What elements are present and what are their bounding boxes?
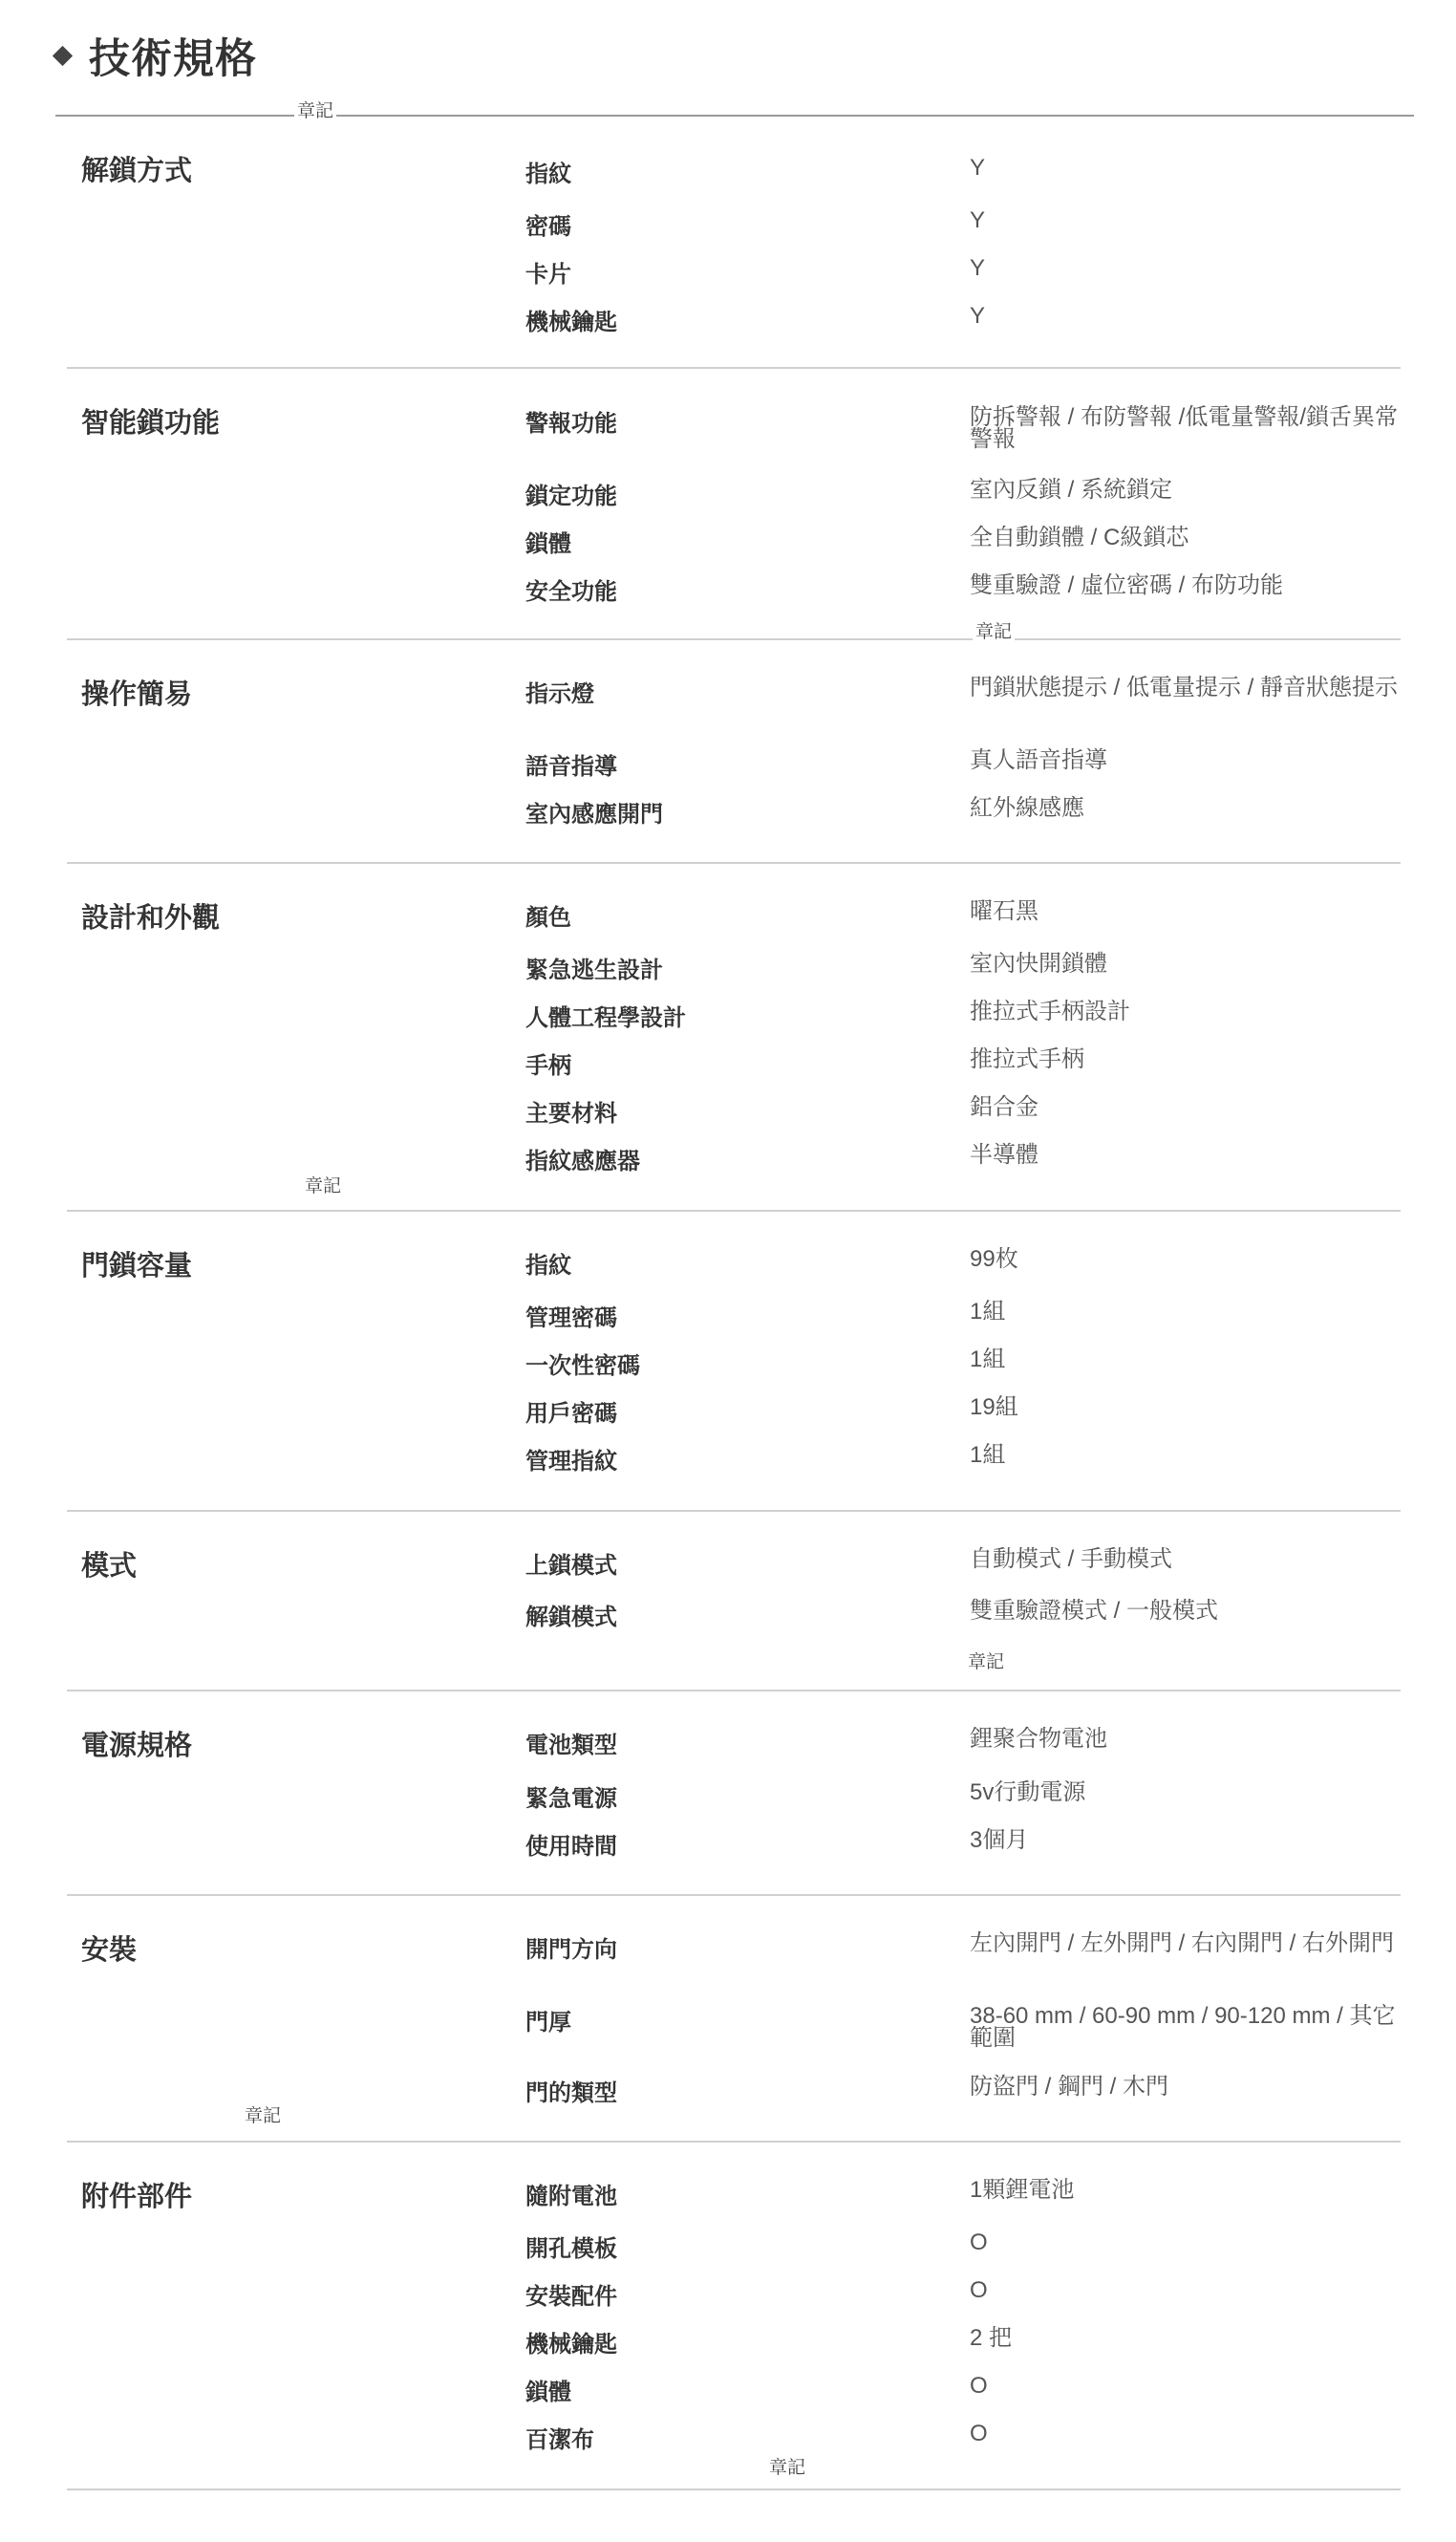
spec-label: 解鎖模式 [525,1605,617,1630]
spec-value: 防盜門 / 鋼門 / 木門 [970,2074,1169,2100]
spec-value: O [970,2373,988,2399]
section-heading: 操作簡易 [81,679,193,710]
spec-label: 安裝配件 [525,2284,617,2310]
diamond-bullet-icon [53,46,73,66]
section-heading: 解鎖方式 [81,156,193,186]
spec-value: 室內快開鎖體 [970,951,1107,977]
spec-value: O [970,2230,988,2255]
spec-label: 百潔布 [525,2427,594,2453]
spec-value: 推拉式手柄設計 [970,999,1130,1024]
spec-label: 一次性密碼 [525,1353,640,1379]
spec-value: 鋁合金 [970,1094,1038,1120]
spec-value: 門鎖狀態提示 / 低電量提示 / 靜音狀態提示 [970,675,1399,700]
spec-label: 開門方向 [525,1937,617,1963]
section-heading: 附件部件 [81,2182,193,2212]
spec-value: 雙重驗證 / 虛位密碼 / 布防功能 [970,572,1284,598]
spec-label: 指紋 [525,1253,571,1279]
spec-section [67,1212,1401,1512]
spec-label: 密碼 [525,214,571,240]
spec-value: 真人語音指導 [970,747,1107,773]
spec-label: 隨附電池 [525,2184,617,2209]
spec-label: 顏色 [525,905,571,931]
spec-label: 主要材料 [525,1101,617,1127]
section-heading: 門鎖容量 [81,1251,193,1282]
spec-label: 手柄 [525,1053,571,1079]
spec-label: 管理指紋 [525,1449,617,1475]
spec-value: 全自動鎖體 / C級鎖芯 [970,525,1189,550]
spec-value: Y [970,255,986,281]
spec-value: Y [970,303,986,329]
spec-section [67,1512,1401,1691]
spec-value: O [970,2277,988,2303]
spec-label: 卡片 [525,262,571,288]
spec-label: 指示燈 [525,681,594,707]
spec-section [67,117,1401,369]
spec-value: 紅外線感應 [970,795,1084,821]
spec-section [67,369,1401,640]
spec-label: 管理密碼 [525,1305,617,1331]
spec-label: 警報功能 [525,411,617,437]
spec-label: 人體工程學設計 [525,1005,686,1031]
stamp-label: 章記 [766,2459,808,2478]
spec-label: 機械鑰匙 [525,2332,617,2358]
spec-label: 指紋感應器 [525,1149,640,1174]
spec-value: 3個月 [970,1827,1029,1853]
spec-label: 鎖體 [525,2380,571,2405]
spec-section [67,864,1401,1212]
section-heading: 安裝 [81,1935,138,1966]
spec-value: 38-60 mm / 60-90 mm / 90-120 mm / 其它範圍 [970,2003,1396,2051]
section-heading: 智能鎖功能 [81,408,221,439]
spec-section [67,1691,1401,1896]
spec-label: 使用時間 [525,1834,617,1860]
spec-section [67,640,1401,864]
spec-value: 防拆警報 / 布防警報 /低電量警報/鎖舌異常警報 [970,404,1399,452]
spec-value: 鋰聚合物電池 [970,1726,1107,1752]
spec-label: 門厚 [525,2010,571,2036]
spec-label: 語音指導 [525,754,617,780]
spec-label: 電池類型 [525,1733,617,1758]
spec-value: 曜石黑 [970,898,1038,924]
spec-value: 1顆鋰電池 [970,2177,1075,2203]
spec-label: 室內感應開門 [525,802,663,828]
page-title: 技術規格 [89,36,257,82]
stamp-label: 章記 [973,623,1015,642]
spec-value: 左內開門 / 左外開門 / 右內開門 / 右外開門 [970,1930,1395,1956]
spec-section [67,2143,1401,2490]
spec-label: 緊急逃生設計 [525,958,663,983]
spec-value: 99枚 [970,1246,1018,1272]
page-header [55,27,257,85]
spec-value: 1組 [970,1299,1006,1325]
spec-table [67,117,1401,2490]
spec-label: 緊急電源 [525,1786,617,1812]
spec-value: 1組 [970,1346,1006,1372]
spec-value: 雙重驗證模式 / 一般模式 [970,1598,1219,1624]
stamp-label: 章記 [965,1653,1007,1672]
spec-value: 19組 [970,1394,1018,1420]
spec-value: 自動模式 / 手動模式 [970,1546,1173,1572]
spec-label: 用戶密碼 [525,1401,617,1427]
spec-value: Y [970,155,986,181]
spec-label: 開孔模板 [525,2236,617,2262]
spec-value: 推拉式手柄 [970,1046,1084,1072]
spec-label: 指紋 [525,162,571,187]
spec-label: 門的類型 [525,2080,617,2106]
stamp-label: 章記 [242,2107,284,2126]
spec-value: Y [970,207,986,233]
spec-label: 上鎖模式 [525,1553,617,1579]
spec-value: 1組 [970,1442,1006,1468]
spec-label: 安全功能 [525,579,617,605]
spec-value: 半導體 [970,1142,1038,1168]
section-heading: 模式 [81,1551,138,1582]
stamp-label: 章記 [302,1177,344,1196]
spec-value: 室內反鎖 / 系統鎖定 [970,477,1173,503]
spec-value: 5v行動電源 [970,1779,1086,1805]
spec-label: 鎖定功能 [525,484,617,509]
spec-label: 機械鑰匙 [525,310,617,335]
section-heading: 電源規格 [81,1731,193,1761]
section-heading: 設計和外觀 [81,903,221,934]
spec-value: O [970,2421,988,2446]
spec-value: 2 把 [970,2325,1013,2351]
spec-label: 鎖體 [525,531,571,557]
stamp-label: 章記 [294,102,336,121]
